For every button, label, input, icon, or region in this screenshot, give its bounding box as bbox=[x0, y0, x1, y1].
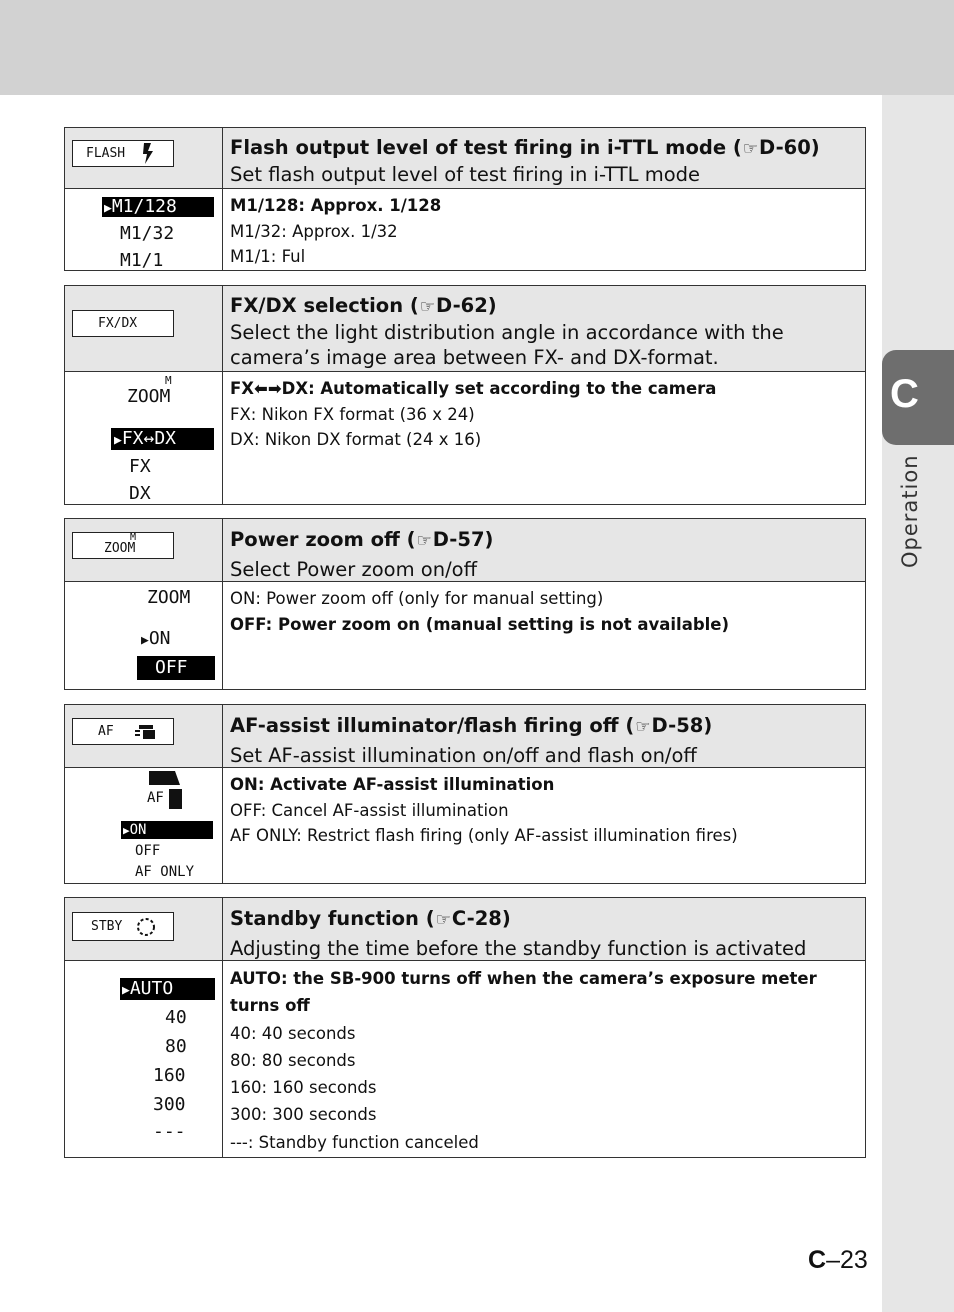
lcd-icon-standby: STBY bbox=[72, 912, 174, 941]
section-subtitle: Select Power zoom on/off bbox=[230, 558, 478, 581]
option-default: ON: Activate AF-assist illumination bbox=[230, 775, 555, 794]
option-line: FX: Nikon FX format (36 x 24) bbox=[230, 404, 475, 424]
option-line: ON: Power zoom off (only for manual setting) bbox=[230, 589, 604, 608]
section-title: FX/DX selection (☞D-62) bbox=[230, 293, 859, 320]
option-line: ---: Standby function canceled bbox=[230, 1132, 479, 1152]
menu-item-selected[interactable]: ▶ON bbox=[121, 821, 213, 839]
menu-header: AF bbox=[147, 790, 164, 806]
selector-arrow-icon: ▶ bbox=[141, 633, 149, 648]
menu-item[interactable]: FX bbox=[129, 456, 151, 477]
section-fxdx bbox=[64, 285, 866, 505]
manual-indicator: M bbox=[165, 374, 172, 387]
option-default: OFF: Power zoom on (manual setting is not available) bbox=[230, 614, 730, 634]
menu-item[interactable]: ▶ON bbox=[141, 628, 171, 649]
reference-hand-icon: ☞ bbox=[416, 531, 432, 551]
section-flash-output bbox=[64, 127, 866, 271]
section-title: Standby function (☞C-28) bbox=[230, 906, 859, 933]
lcd-cell bbox=[65, 519, 223, 581]
menu-item-selected[interactable]: OFF bbox=[137, 656, 215, 680]
menu-item-selected[interactable]: ▶AUTO bbox=[120, 978, 215, 1000]
option-line: OFF: Cancel AF-assist illumination bbox=[230, 800, 509, 820]
lcd-icon-fxdx: FX/DX bbox=[72, 310, 174, 337]
menu-item[interactable]: 80 bbox=[165, 1036, 187, 1057]
section-subtitle: Select the light distribution angle in accordance with the camera’s image area between FX- and DX-format. bbox=[230, 321, 784, 369]
selector-arrow-icon: ▶ bbox=[104, 201, 112, 216]
lightning-icon bbox=[141, 143, 155, 164]
lcd-icon-flash: FLASH bbox=[72, 140, 174, 167]
option-line: 40: 40 seconds bbox=[230, 1023, 356, 1043]
lcd-cell bbox=[65, 705, 223, 767]
reference-hand-icon: ☞ bbox=[742, 139, 759, 159]
lcd-menu bbox=[65, 768, 223, 883]
lcd-icon-zoom: M ZOOM bbox=[72, 532, 174, 559]
option-line: DX: Nikon DX format (24 x 16) bbox=[230, 430, 482, 449]
reference-hand-icon: ☞ bbox=[419, 297, 436, 317]
section-title: Power zoom off (☞D-57) bbox=[230, 527, 859, 554]
timer-icon bbox=[135, 916, 157, 938]
chapter-letter: C bbox=[890, 372, 919, 416]
option-default: M1/128: Approx. 1/128 bbox=[230, 196, 442, 215]
chapter-label: Operation bbox=[898, 454, 922, 568]
menu-item[interactable]: AF ONLY bbox=[135, 864, 195, 880]
selector-arrow-icon: ▶ bbox=[123, 824, 130, 837]
reference-hand-icon: ☞ bbox=[435, 910, 451, 930]
reference-hand-icon: ☞ bbox=[635, 717, 651, 737]
menu-item-selected[interactable]: ▶M1/128 bbox=[102, 197, 214, 217]
af-assist-icon bbox=[135, 725, 157, 739]
lcd-cell bbox=[65, 898, 223, 960]
section-title: Flash output level of test firing in i-TTL mode (☞D-60) bbox=[230, 135, 859, 162]
section-subtitle: Set flash output level of test firing in i-TTL mode bbox=[230, 163, 701, 186]
menu-item[interactable]: --- bbox=[153, 1121, 186, 1142]
section-standby bbox=[64, 897, 866, 1158]
chapter-tab[interactable] bbox=[882, 350, 954, 445]
option-line: 80: 80 seconds bbox=[230, 1050, 356, 1070]
lcd-menu bbox=[65, 961, 223, 1157]
menu-item-selected[interactable]: ▶FX↔DX bbox=[111, 428, 214, 450]
lcd-cell bbox=[65, 128, 223, 188]
section-title: AF-assist illuminator/flash firing off (☞D-58) bbox=[230, 713, 859, 740]
top-banner bbox=[0, 0, 954, 95]
lcd-cell bbox=[65, 286, 223, 371]
option-line: 300: 300 seconds bbox=[230, 1105, 377, 1125]
section-subtitle: Adjusting the time before the standby function is activated bbox=[230, 937, 807, 960]
option-line: M1/32: Approx. 1/32 bbox=[230, 221, 398, 241]
menu-item[interactable]: DX bbox=[129, 483, 151, 504]
lcd-menu bbox=[65, 189, 223, 270]
lcd-icon-af: AF bbox=[72, 718, 174, 745]
lcd-menu bbox=[65, 582, 223, 689]
menu-item[interactable]: OFF bbox=[135, 843, 161, 859]
option-line: AF ONLY: Restrict flash firing (only AF-assist illumination fires) bbox=[230, 826, 738, 845]
menu-item[interactable]: M1/32 bbox=[120, 223, 175, 244]
menu-item[interactable]: 160 bbox=[153, 1065, 186, 1086]
selector-arrow-icon: ▶ bbox=[114, 433, 122, 448]
menu-header: ZOOM bbox=[127, 386, 171, 407]
option-default: AUTO: the SB-900 turns off when the camera’s exposure meter turns off bbox=[230, 969, 817, 1016]
side-margin bbox=[882, 95, 954, 1312]
menu-item[interactable]: M1/1 bbox=[120, 250, 164, 271]
lcd-menu bbox=[65, 372, 223, 504]
section-power-zoom bbox=[64, 518, 866, 690]
option-line: 160: 160 seconds bbox=[230, 1078, 377, 1098]
option-default: FX⬅➡DX: Automatically set according to the camera bbox=[230, 379, 717, 398]
section-af-assist bbox=[64, 704, 866, 884]
menu-header: ZOOM bbox=[147, 587, 191, 608]
menu-item[interactable]: 40 bbox=[165, 1007, 187, 1028]
section-subtitle: Set AF-assist illumination on/off and flash on/off bbox=[230, 744, 697, 767]
selector-arrow-icon: ▶ bbox=[122, 983, 130, 998]
option-line: M1/1: Ful bbox=[230, 247, 306, 266]
page-number: C–23 bbox=[808, 1246, 868, 1274]
double-arrow-icon: ⬅➡ bbox=[254, 379, 282, 398]
menu-item[interactable]: 300 bbox=[153, 1094, 186, 1115]
